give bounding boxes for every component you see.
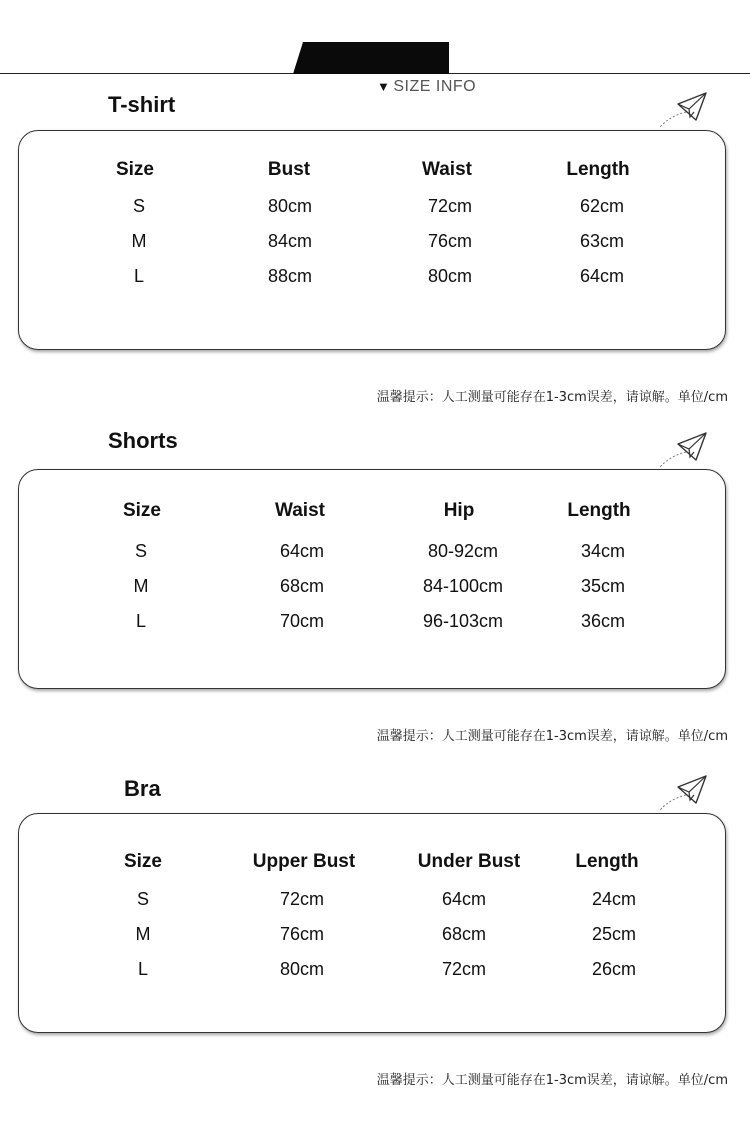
table-cell: 35cm <box>580 576 626 596</box>
table-cell: S <box>134 541 148 561</box>
section-title-bra: Bra <box>124 776 161 801</box>
table-cell: 64cm <box>279 541 325 561</box>
table-cell: 84-100cm <box>422 576 504 596</box>
table-cell: 80-92cm <box>427 541 499 561</box>
section-title-tshirt: T-shirt <box>108 92 176 117</box>
table-cell: 72cm <box>279 889 325 909</box>
table-cell: 80cm <box>267 196 313 216</box>
table-cell: 36cm <box>580 611 626 631</box>
table-cell: 68cm <box>441 924 487 944</box>
table-cell: L <box>137 959 149 979</box>
table-cell: M <box>133 576 149 596</box>
column-header: Size <box>123 851 163 872</box>
table-cell: L <box>135 611 147 631</box>
column-header: Upper Bust <box>252 851 356 872</box>
section-title-shorts: Shorts <box>108 428 178 453</box>
column-header: Under Bust <box>417 851 521 872</box>
table-cell: S <box>136 889 150 909</box>
table-cell: 76cm <box>427 231 473 251</box>
table-cell: S <box>132 196 146 216</box>
table-cell: 84cm <box>267 231 313 251</box>
paper-plane-icon <box>656 773 714 811</box>
column-header: Length <box>567 500 631 521</box>
size-table-shorts <box>18 469 726 689</box>
table-cell: L <box>133 266 145 286</box>
paper-plane-icon <box>656 430 714 468</box>
column-header: Length <box>575 851 639 872</box>
table-cell: M <box>135 924 151 944</box>
table-cell: 64cm <box>579 266 625 286</box>
measurement-note: 温馨提示：人工测量可能存在1-3cm误差，请谅解。单位/cm <box>376 390 728 405</box>
column-header: Waist <box>275 500 325 521</box>
table-cell: 26cm <box>591 959 637 979</box>
column-header: Size <box>115 159 155 180</box>
column-header: Bust <box>267 159 311 180</box>
column-header: Length <box>566 159 630 180</box>
table-cell: 72cm <box>427 196 473 216</box>
table-cell: 62cm <box>579 196 625 216</box>
table-cell: 24cm <box>591 889 637 909</box>
column-header: Hip <box>443 500 475 521</box>
column-header: Waist <box>422 159 472 180</box>
column-header: Size <box>122 500 162 521</box>
table-cell: 76cm <box>279 924 325 944</box>
paper-plane-icon <box>656 90 714 128</box>
size-table-bra <box>18 813 726 1033</box>
size-info-label: ▼ SIZE INFO <box>377 78 477 95</box>
table-cell: 88cm <box>267 266 313 286</box>
header-tab <box>293 42 449 74</box>
table-cell: M <box>131 231 147 251</box>
triangle-down-icon: ▼ <box>377 79 391 94</box>
measurement-note: 温馨提示：人工测量可能存在1-3cm误差，请谅解。单位/cm <box>376 729 728 744</box>
table-cell: 25cm <box>591 924 637 944</box>
table-cell: 34cm <box>580 541 626 561</box>
table-cell: 72cm <box>441 959 487 979</box>
table-cell: 80cm <box>427 266 473 286</box>
size-table-tshirt <box>18 130 726 350</box>
table-cell: 68cm <box>279 576 325 596</box>
table-cell: 80cm <box>279 959 325 979</box>
table-cell: 70cm <box>279 611 325 631</box>
table-cell: 96-103cm <box>422 611 504 631</box>
table-cell: 64cm <box>441 889 487 909</box>
measurement-note: 温馨提示：人工测量可能存在1-3cm误差，请谅解。单位/cm <box>376 1073 728 1088</box>
table-cell: 63cm <box>579 231 625 251</box>
